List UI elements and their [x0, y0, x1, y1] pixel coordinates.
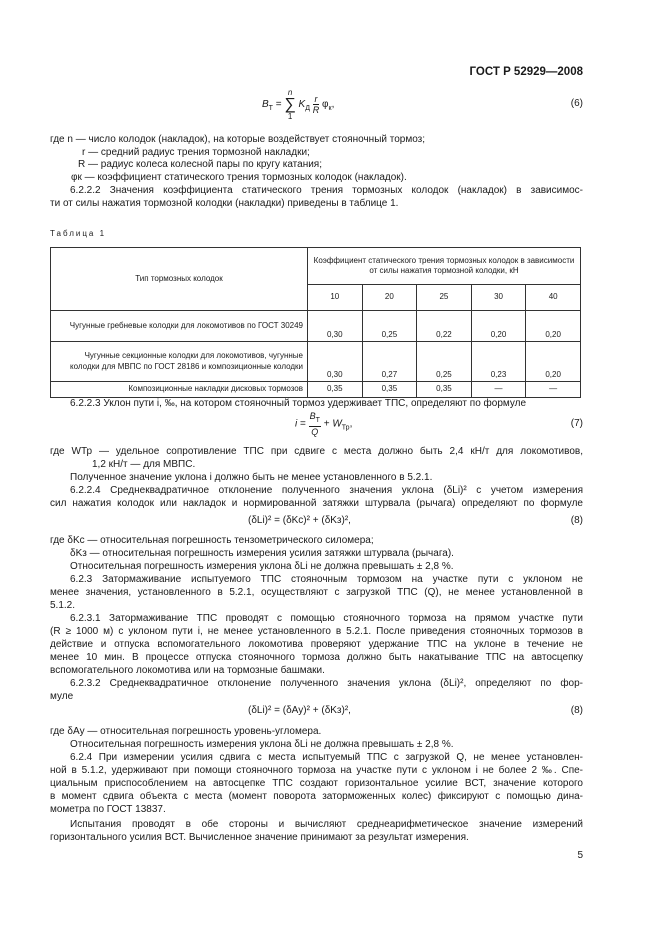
paragraph-line: Относительная погрешность измерения уклона δLi не должна превышать ± 2,8 %.: [70, 561, 454, 572]
paragraph-line: 6.2.3 Затормаживание испытуемого ТПС стояночным тормозом на участке пути с уклоном не: [70, 574, 583, 585]
where-line: r — средний радиус трения тормозной накладки;: [82, 147, 310, 158]
table-cell: 0,20: [471, 311, 526, 342]
friction-table: [50, 247, 581, 398]
table-cell: 0,35: [362, 382, 417, 398]
table-cell: 0,35: [417, 382, 472, 398]
formula-punct: ,: [331, 99, 335, 111]
paragraph-line: мометра по ГОСТ 13837.: [50, 804, 166, 815]
paragraph-line: вспомогательного локомотива или на тормозные башмаки.: [50, 665, 325, 676]
paragraph-line: Полученное значение уклона i должно быть не менее установленного в 5.2.1.: [70, 472, 433, 483]
where-line: где n — число колодок (накладок), на которые воздействует стояночный тормоз;: [50, 134, 426, 145]
formula-term: K: [298, 99, 306, 111]
paragraph-line: 6.2.2.3 Уклон пути i, ‰, на котором стояночный тормоз удерживает ТПС, определяют по формуле: [70, 398, 527, 409]
formula-number: (8): [570, 515, 583, 526]
fraction-denominator: R: [312, 105, 320, 115]
fraction-numerator: r: [314, 94, 318, 104]
paragraph-line: циальным приспособлением на автосцепке ТПС создают горизонтальное усилие BСТ, значение которого: [50, 778, 583, 789]
formula-term: φ: [322, 99, 329, 111]
where-line: где WТр — удельное сопротивление ТПС при сдвиге с места должно быть 2,4 кН/т для локомотивов,: [50, 446, 583, 457]
paragraph-line: сил нажатия колодок или накладок и нормированной затяжки штурвала (рычага) определяют по формуле: [50, 498, 583, 509]
table-cell: 0,20: [526, 311, 581, 342]
table-cell-type: Чугунные гребневые колодки для локомотивов по ГОСТ 30249: [51, 311, 308, 342]
table-row: [51, 382, 581, 398]
fraction-numerator: B: [309, 411, 316, 421]
paragraph-line: 6.2.2.4 Среднеквадратичное отклонение полученного значения уклона (δLi)² с учетом измерения: [70, 485, 583, 496]
table-cell: 0,22: [417, 311, 472, 342]
paragraph-line: 5.1.2.: [50, 600, 76, 611]
paragraph-line: (R ≥ 1000 м) с уклоном пути i, не менее установленного в 5.2.1. После приведения стояночных тормозов в: [50, 626, 583, 637]
table-header-force: 25: [417, 285, 472, 311]
paragraph-line: в момент сдвига объекта с места (момент поворота заторможенных колес) фиксируют с помощью дина-: [50, 791, 583, 802]
table-header-group: Коэффициент статического трения тормозных колодок в зависимости от силы нажатия тормозной колодки, кН: [308, 248, 581, 285]
table-cell: —: [526, 382, 581, 398]
paragraph-line: действие и отпуска вспомогательного локомотива проверяют удержание ТПС на уклоне в течение не: [50, 639, 583, 650]
formula-subscript: Д: [305, 105, 310, 113]
table-cell: 0,20: [526, 342, 581, 382]
where-line: R — радиус колеса колесной пары по кругу катания;: [78, 159, 323, 170]
formula-operator: +: [323, 418, 330, 430]
fraction: [309, 411, 321, 437]
where-line: где δKc — относительная погрешность тензометрического силомера;: [50, 535, 374, 546]
paragraph-line: муле: [50, 691, 74, 702]
paragraph-line: Относительная погрешность измерения уклона δLi не должна превышать ± 2,8 %.: [70, 739, 454, 750]
formula-term: W: [332, 418, 342, 430]
where-line: φк — коэффициент статического трения тормозных колодок (накладок).: [71, 172, 407, 183]
table-cell-type: Композиционные накладки дисковых тормозов: [51, 382, 308, 398]
paragraph-line: 6.2.3.1 Затормаживание ТПС проводят с помощью стояночного тормоза на прямом участке пути: [70, 613, 583, 624]
table-cell: 0,27: [362, 342, 417, 382]
formula-7: [295, 411, 352, 437]
formula-8a: (δLi)² = (δKc)² + (δKз)²,: [248, 515, 351, 526]
formula-number: (6): [570, 98, 583, 109]
document-header: ГОСТ Р 52929—2008: [469, 66, 583, 78]
table-cell: 0,30: [308, 342, 363, 382]
sum-upper: n: [287, 88, 293, 97]
table-header-force: 40: [526, 285, 581, 311]
where-line: δKз — относительная погрешность измерения усилия затяжки штурвала (рычага).: [70, 548, 454, 559]
table-cell: 0,25: [417, 342, 472, 382]
table-row: [51, 311, 581, 342]
formula-number: (7): [570, 418, 583, 429]
formula-operator: =: [275, 99, 282, 111]
table-header-force: 30: [471, 285, 526, 311]
paragraph-line: 6.2.4 При измерении усилия сдвига с места испытуемый ТПС с загрузкой Q, не менее установлен-: [70, 752, 583, 763]
page-number: 5: [577, 850, 583, 861]
where-line: 1,2 кН/т — для МВПС.: [92, 459, 196, 470]
paragraph-line: горизонтального усилия BСТ. Вычисленное значение принимают за результат измерения.: [50, 832, 469, 843]
paragraph-line: ной в 5.1.2, удерживают при помощи стояночного тормоза на участке пути с уклоном i не более 2 ‰. Спе-: [50, 765, 583, 776]
table-header-force: 20: [362, 285, 417, 311]
table-caption: Таблица 1: [50, 229, 107, 238]
where-line: где δAу — относительная погрешность уровень-угломера.: [50, 726, 322, 737]
table-header-force: 10: [308, 285, 363, 311]
table-cell: 0,25: [362, 311, 417, 342]
formula-subscript: T: [315, 416, 320, 424]
summation-sign: n ∑ 1: [284, 88, 296, 121]
formula-number: (8): [570, 705, 583, 716]
table-header-row: [51, 248, 581, 285]
table-cell: 0,35: [308, 382, 363, 398]
paragraph-line: менее 10 мин. В процессе отпуска стояночного тормоза должно быть накатывание ТПС на автосцепку: [50, 652, 583, 663]
formula-subscript: к: [328, 105, 332, 113]
formula-subscript: T: [268, 105, 273, 113]
paragraph-line: ти от силы нажатия тормозной колодки (накладки) приведены в таблице 1.: [50, 198, 399, 209]
paragraph-line: Испытания проводят в обе стороны и вычисляют среднеарифметическое значение измерений: [70, 819, 583, 830]
fraction: [313, 94, 320, 115]
formula-subscript: Тр: [341, 424, 350, 432]
formula-operator: =: [300, 418, 306, 430]
table-cell: 0,23: [471, 342, 526, 382]
paragraph-line: 6.2.2.2 Значения коэффициента статического трения тормозных колодок (накладок) в зависимос-: [70, 185, 583, 196]
table-row: [51, 342, 581, 382]
formula-term: B: [262, 99, 269, 111]
formula-term: i: [295, 418, 298, 430]
table-header-type: Тип тормозных колодок: [51, 248, 308, 311]
table-cell: —: [471, 382, 526, 398]
paragraph-line: 6.2.3.2 Среднеквадратичное отклонение полученного значения уклона (δLi)², определяют по фор-: [70, 678, 583, 689]
table-cell: 0,30: [308, 311, 363, 342]
fraction-denominator: Q: [311, 426, 319, 437]
table-cell-type: Чугунные секционные колодки для локомотивов, чугунные колодки для МВПС по ГОСТ 28186 и композиционные колодки: [51, 342, 308, 382]
formula-6: [262, 88, 334, 121]
formula-8b: (δLi)² = (δAу)² + (δKз)²,: [248, 705, 351, 716]
sum-lower: 1: [287, 112, 293, 121]
formula-punct: ,: [349, 418, 353, 430]
paragraph-line: менее значения, установленного в 5.2.1, осуществляют с загрузкой ТПС (Q), не менее установленной в: [50, 587, 583, 598]
